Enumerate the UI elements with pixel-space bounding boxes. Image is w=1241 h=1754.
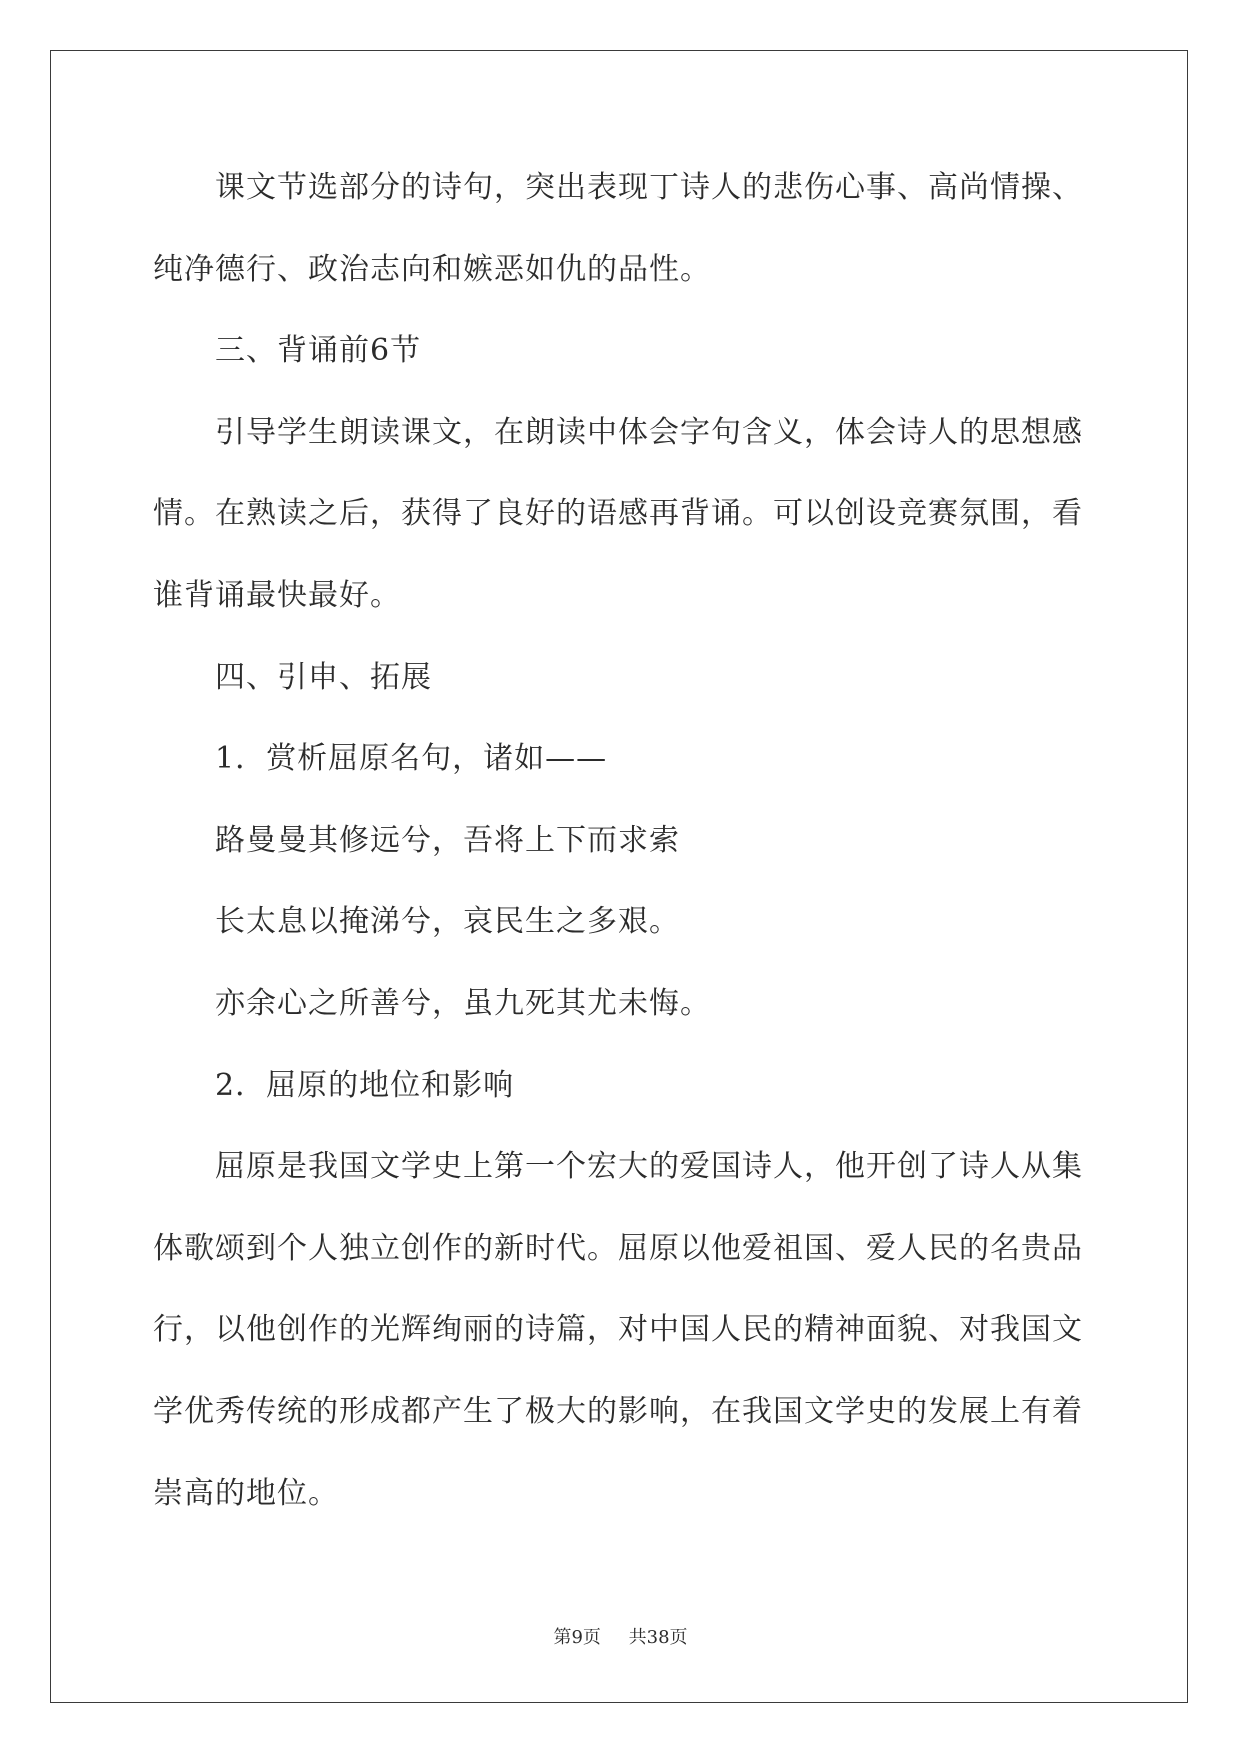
paragraph-line: 引导学生朗读课文，在朗读中体会字句含义，体会诗人的思想感 <box>215 414 1083 450</box>
list-item-status-influence <box>153 1045 1088 1127</box>
document-body <box>153 147 1088 1534</box>
paragraph-influence <box>153 1126 1088 1534</box>
page-number: 第9页 <box>553 1627 601 1648</box>
verse-line: 长太息以掩涕兮，哀民生之多艰。 <box>215 904 680 940</box>
paragraph-line: 体歌颂到个人独立创作的新时代。屈原以他爱祖国、爱人民的名贵品 <box>153 1230 1083 1266</box>
section-heading-recite <box>153 310 1088 392</box>
paragraph-line: 屈原是我国文学史上第一个宏大的爱国诗人，他开创了诗人从集 <box>215 1149 1083 1185</box>
verse-line: 亦余心之所善兮，虽九死其尤未悔。 <box>215 985 711 1021</box>
section-heading: 三、背诵前6节 <box>215 333 422 369</box>
paragraph-summary <box>153 147 1088 310</box>
paragraph-line: 纯净德行、政治志向和嫉恶如仇的品性。 <box>153 251 711 287</box>
paragraph-line: 课文节选部分的诗句，突出表现丁诗人的悲伤心事、高尚情操、 <box>215 170 1083 205</box>
paragraph-line: 行，以他创作的光辉绚丽的诗篇，对中国人民的精神面貌、对我国文 <box>153 1312 1083 1348</box>
paragraph-line: 崇高的地位。 <box>153 1475 339 1511</box>
page-footer <box>0 1624 1241 1652</box>
list-item-heading: 1．赏析屈原名句，诸如—— <box>215 741 608 777</box>
section-heading: 四、引申、拓展 <box>215 659 432 695</box>
paragraph-line: 谁背诵最快最好。 <box>153 577 401 613</box>
paragraph-guidance <box>153 392 1088 637</box>
page-total: 共38页 <box>628 1627 688 1648</box>
quoted-verses <box>153 800 1088 1045</box>
list-item-heading: 2．屈原的地位和影响 <box>215 1067 515 1103</box>
paragraph-line: 学优秀传统的形成都产生了极大的影响，在我国文学史的发展上有着 <box>153 1393 1083 1429</box>
section-heading-extension <box>153 637 1088 719</box>
list-item-famous-lines <box>153 718 1088 800</box>
verse-line: 路曼曼其修远兮，吾将上下而求索 <box>215 822 680 858</box>
paragraph-line: 情。在熟读之后，获得了良好的语感再背诵。可以创设竞赛氛围，看 <box>153 496 1083 532</box>
